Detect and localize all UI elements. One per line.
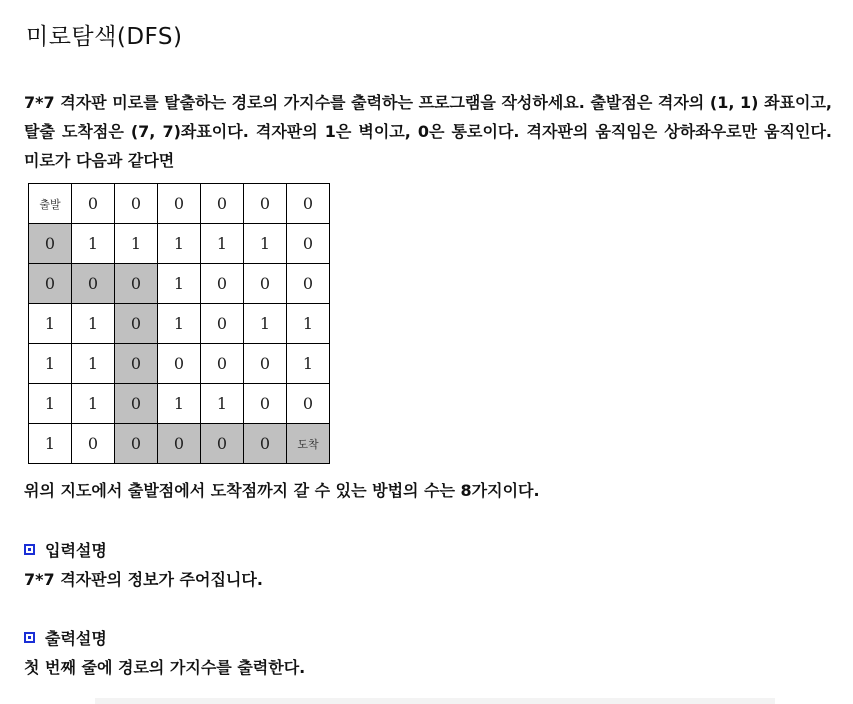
input-heading-label: 입력설명 (45, 541, 107, 560)
output-heading-label: 출력설명 (45, 629, 107, 648)
maze-grid (28, 183, 330, 464)
maze-cell: 0 (201, 344, 244, 384)
output-section-heading (24, 626, 107, 649)
maze-cell: 0 (244, 344, 287, 384)
maze-cell: 0 (201, 304, 244, 344)
maze-cell: 0 (29, 224, 72, 264)
maze-cell: 0 (72, 424, 115, 464)
maze-cell: 0 (158, 424, 201, 464)
input-section-heading (24, 538, 107, 561)
summary-text: 위의 지도에서 출발점에서 도착점까지 갈 수 있는 방법의 수는 8가지이다. (24, 481, 540, 500)
maze-cell: 0 (201, 184, 244, 224)
maze-cell: 0 (115, 264, 158, 304)
maze-cell: 0 (115, 304, 158, 344)
problem-description (24, 88, 832, 175)
square-bullet-icon (24, 632, 35, 643)
maze-cell: 0 (115, 424, 158, 464)
maze-row (29, 424, 330, 464)
maze-cell: 0 (115, 344, 158, 384)
maze-cell: 0 (72, 184, 115, 224)
maze-cell: 0 (287, 184, 330, 224)
maze-cell: 1 (158, 304, 201, 344)
maze-cell: 1 (72, 344, 115, 384)
maze-row (29, 344, 330, 384)
maze-cell: 0 (115, 184, 158, 224)
maze-cell: 1 (244, 304, 287, 344)
maze-cell: 1 (72, 384, 115, 424)
maze-cell: 0 (244, 424, 287, 464)
maze-cell: 0 (287, 224, 330, 264)
maze-cell: 0 (244, 264, 287, 304)
maze-cell: 0 (287, 264, 330, 304)
maze-cell: 1 (287, 304, 330, 344)
input-description: 7*7 격자판의 정보가 주어집니다. (24, 570, 263, 589)
maze-cell: 0 (158, 344, 201, 384)
maze-cell: 1 (29, 304, 72, 344)
maze-cell: 1 (158, 264, 201, 304)
maze-cell: 1 (201, 384, 244, 424)
maze-cell: 1 (29, 384, 72, 424)
maze-cell: 1 (29, 424, 72, 464)
maze-cell: 0 (72, 264, 115, 304)
square-bullet-icon (24, 544, 35, 555)
maze-cell: 1 (201, 224, 244, 264)
maze-row (29, 384, 330, 424)
maze-cell: 0 (244, 184, 287, 224)
page-title: 미로탐색(DFS) (26, 24, 183, 50)
maze-cell: 1 (72, 304, 115, 344)
maze-cell: 1 (158, 224, 201, 264)
maze-cell: 1 (72, 224, 115, 264)
maze-row (29, 224, 330, 264)
maze-cell: 1 (29, 344, 72, 384)
maze-cell: 1 (158, 384, 201, 424)
maze-start-cell: 출발 (29, 184, 72, 224)
maze-row (29, 304, 330, 344)
maze-cell: 1 (287, 344, 330, 384)
description-text: 7*7 격자판 미로를 탈출하는 경로의 가지수를 출력하는 프로그램을 작성하세요. 출발점은 격자의 (1, 1) 좌표이고, 탈출 도착점은 (7, 7)좌표이다. 격자판의 1은 벽이고, 0은 통로이다. 격자판의 움직임은 상하좌우로만 움직인다. 미로가 다음과 같다면 (24, 93, 832, 170)
maze-row (29, 264, 330, 304)
maze-cell: 0 (287, 384, 330, 424)
maze-cell: 1 (244, 224, 287, 264)
maze-cell: 0 (29, 264, 72, 304)
maze-end-cell: 도착 (287, 424, 330, 464)
maze-cell: 0 (158, 184, 201, 224)
bottom-panel-edge (95, 698, 775, 704)
maze-row (29, 184, 330, 224)
maze-cell: 0 (244, 384, 287, 424)
maze-cell: 0 (201, 264, 244, 304)
output-description: 첫 번째 줄에 경로의 가지수를 출력한다. (24, 658, 306, 677)
maze-cell: 0 (201, 424, 244, 464)
maze-cell: 0 (115, 384, 158, 424)
maze-cell: 1 (115, 224, 158, 264)
